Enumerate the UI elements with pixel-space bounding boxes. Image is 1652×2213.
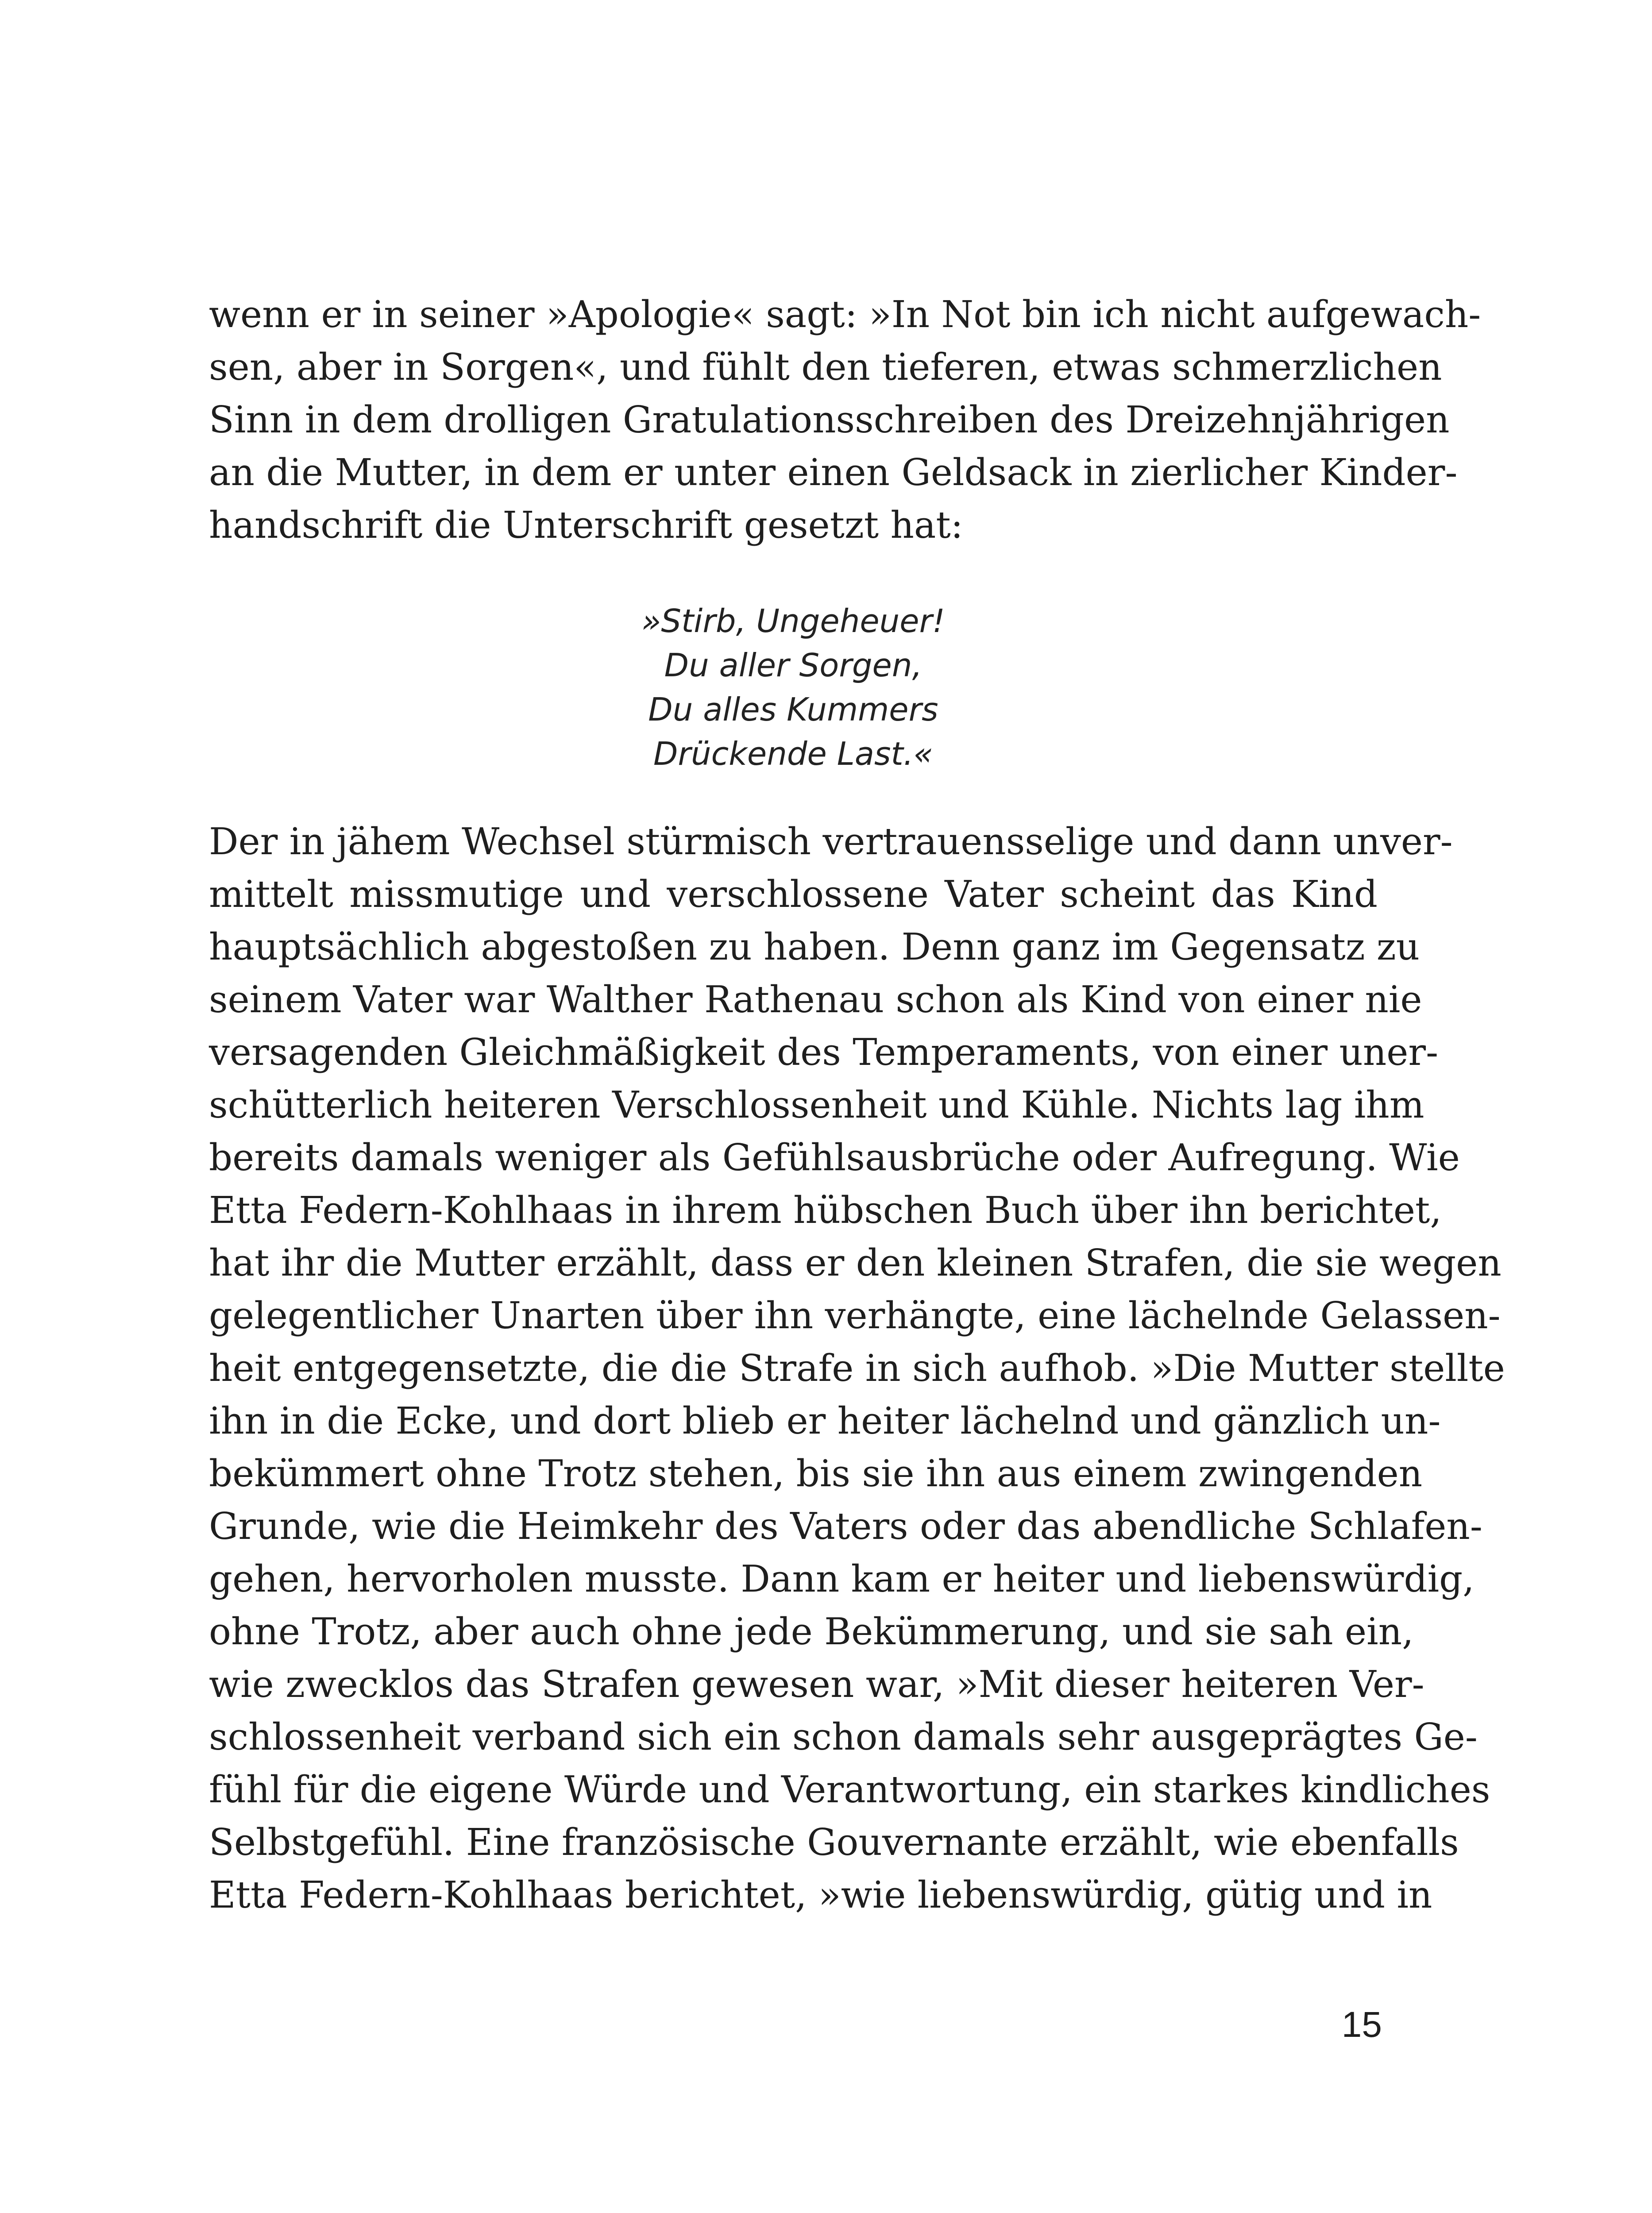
text-line: ihn in die Ecke, und dort blieb er heiter lächelnd und gänzlich un- bbox=[209, 1400, 1441, 1442]
paragraph-intro bbox=[209, 288, 1481, 551]
page-number: 15 bbox=[1341, 2005, 1382, 2045]
text-line: sen, aber in Sorgen«, und fühlt den tieferen, etwas schmerzlichen bbox=[209, 346, 1442, 389]
text-line: gelegentlicher Unarten über ihn verhängte, eine lächelnde Gelassen- bbox=[209, 1294, 1501, 1337]
text-line: wie zwecklos das Strafen gewesen war, »Mit dieser heiteren Ver- bbox=[209, 1663, 1424, 1706]
text-line: hat ihr die Mutter erzählt, dass er den kleinen Strafen, die sie wegen bbox=[209, 1241, 1501, 1284]
text-line: schütterlich heiteren Verschlossenheit und Kühle. Nichts lag ihm bbox=[209, 1083, 1424, 1126]
text-line: Selbstgefühl. Eine französische Gouvernante erzählt, wie ebenfalls bbox=[209, 1821, 1459, 1864]
verse-line: Du aller Sorgen, bbox=[664, 647, 922, 684]
paragraph-main bbox=[209, 815, 1505, 1921]
text-line: mittelt missmutige und verschlossene Vater scheint das Kind bbox=[209, 873, 1378, 916]
text-line: heit entgegensetzte, die die Strafe in sich aufhob. »Die Mutter stellte bbox=[209, 1347, 1505, 1390]
text-line: bereits damals weniger als Gefühlsausbrüche oder Aufregung. Wie bbox=[209, 1136, 1460, 1179]
text-line: Sinn in dem drolligen Gratulationsschreiben des Dreizehnjährigen bbox=[209, 398, 1450, 441]
text-line: wenn er in seiner »Apologie« sagt: »In Not bin ich nicht aufgewach- bbox=[209, 293, 1481, 336]
text-line: Grunde, wie die Heimkehr des Vaters oder das abendliche Schlafen- bbox=[209, 1505, 1482, 1548]
text-line: versagenden Gleichmäßigkeit des Temperaments, von einer uner- bbox=[209, 1031, 1439, 1074]
text-line: Der in jähem Wechsel stürmisch vertrauensselige und dann unver- bbox=[209, 820, 1453, 863]
text-line: ohne Trotz, aber auch ohne jede Bekümmerung, und sie sah ein, bbox=[209, 1610, 1414, 1653]
text-line: fühl für die eigene Würde und Verantwortung, ein starkes kindliches bbox=[209, 1768, 1490, 1811]
verse-line: »Stirb, Ungeheuer! bbox=[641, 602, 946, 640]
quoted-verse bbox=[209, 599, 1378, 776]
verse-line: Drückende Last.« bbox=[653, 735, 934, 772]
text-line: schlossenheit verband sich ein schon damals sehr ausgeprägtes Ge- bbox=[209, 1716, 1478, 1758]
text-line: Etta Federn-Kohlhaas in ihrem hübschen Buch über ihn berichtet, bbox=[209, 1189, 1442, 1232]
text-line: handschrift die Unterschrift gesetzt hat: bbox=[209, 504, 963, 547]
verse-line: Du alles Kummers bbox=[648, 691, 938, 728]
text-line: an die Mutter, in dem er unter einen Geldsack in zierlicher Kinder- bbox=[209, 451, 1458, 494]
text-line: Etta Federn-Kohlhaas berichtet, »wie liebenswürdig, gütig und in bbox=[209, 1874, 1432, 1916]
text-line: hauptsächlich abgestoßen zu haben. Denn ganz im Gegensatz zu bbox=[209, 925, 1420, 968]
text-line: seinem Vater war Walther Rathenau schon als Kind von einer nie bbox=[209, 978, 1422, 1021]
text-line: bekümmert ohne Trotz stehen, bis sie ihn aus einem zwingenden bbox=[209, 1452, 1423, 1495]
text-line: gehen, hervorholen musste. Dann kam er heiter und liebenswürdig, bbox=[209, 1558, 1474, 1600]
